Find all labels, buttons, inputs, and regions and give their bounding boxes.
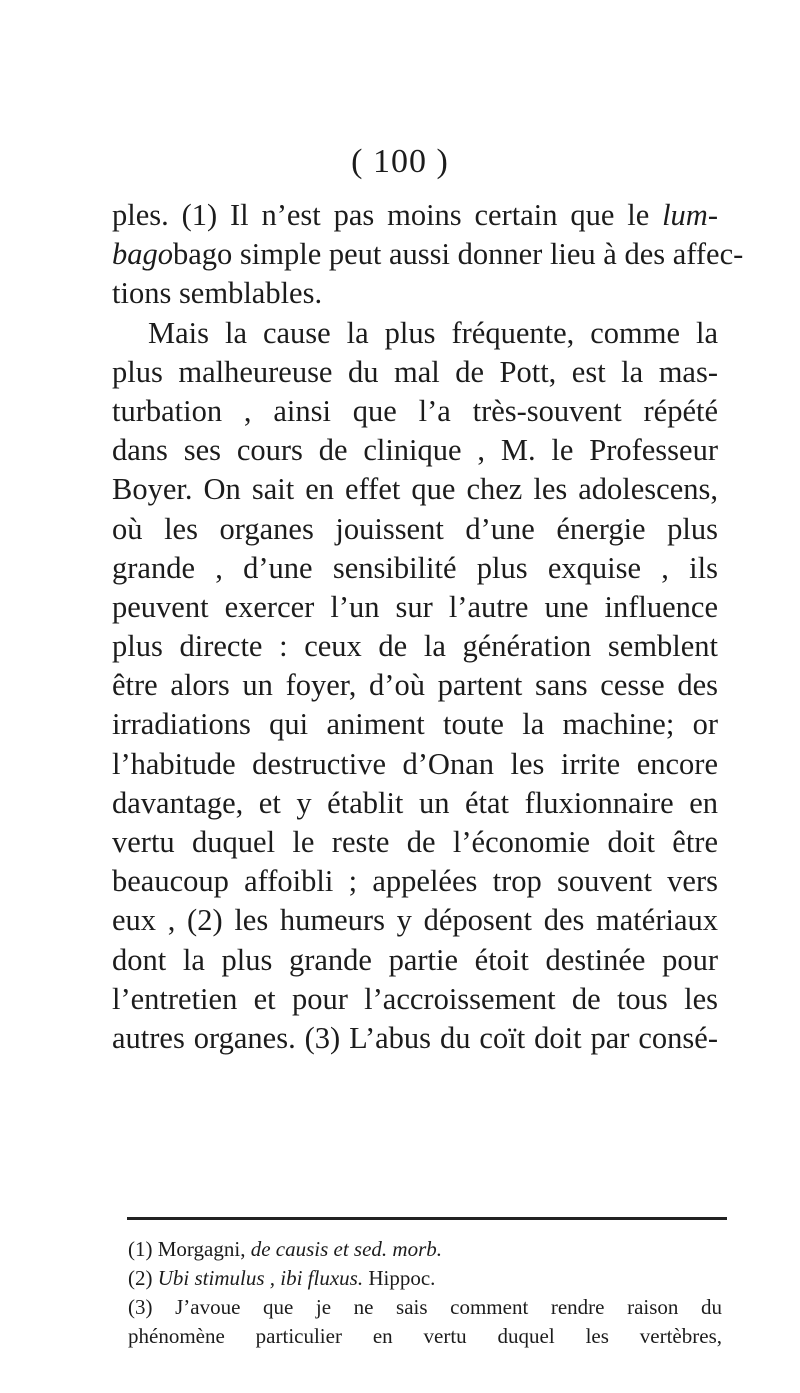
text-line-5: plus malheureuse du mal de Pott, est la mas- <box>112 354 718 389</box>
text-line-14: irradiations qui animent toute la machine; or <box>112 707 718 742</box>
text-line-11: peuvent exercer l’un sur l’autre une influence <box>112 589 718 624</box>
text-line-22: autres organes. (3) L’abus du coït doit par consé- <box>112 1020 718 1055</box>
page-number: ( 100 ) <box>351 143 449 180</box>
footnote-divider <box>127 1217 727 1220</box>
main-text <box>112 196 744 1058</box>
text-line-12: plus directe : ceux de la génération semblent <box>112 629 718 664</box>
text-line-16: davantage, et y établit un état fluxionnaire en <box>112 785 718 820</box>
footnote-2: (2) Ubi stimulus , ibi fluxus. Hippoc. <box>128 1266 436 1290</box>
text-line-3: tions semblables. <box>112 276 323 311</box>
footnote-1: (1) Morgagni, de causis et sed. morb. <box>128 1237 443 1261</box>
footnote-3-line-1: (3) J’avoue que je ne sais comment rendre raison du <box>128 1295 722 1319</box>
text-line-20: dont la plus grande partie étoit destinée pour <box>112 942 718 977</box>
italic-word-bago: bago <box>112 237 173 272</box>
footnote-3-line-2: phénomène particulier en vertu duquel les vertèbres, <box>128 1324 722 1348</box>
text-line-19: eux , (2) les humeurs y déposent des matériaux <box>112 903 718 938</box>
text-line-1: ples. (1) Il n’est pas moins certain que le lum- <box>112 198 718 232</box>
italic-word-lum: lum- <box>662 198 718 232</box>
text-line-2: bagobago simple peut aussi donner lieu à des affec- <box>112 237 744 272</box>
text-line-18: beaucoup affoibli ; appelées trop souvent vers <box>112 864 718 899</box>
text-line-13: être alors un foyer, d’où partent sans cesse des <box>112 668 718 703</box>
text-line-15: l’habitude destructive d’Onan les irrite encore <box>112 746 718 781</box>
text-line-7: dans ses cours de clinique , M. le Professeur <box>112 433 718 468</box>
text-line-17: vertu duquel le reste de l’économie doit être <box>112 825 718 859</box>
text-line-9: où les organes jouissent d’une énergie plus <box>112 511 718 546</box>
text-line-6: turbation , ainsi que l’a très-souvent répété <box>112 393 718 428</box>
text-line-10: grande , d’une sensibilité plus exquise , ils <box>112 550 718 585</box>
text-line-4: Mais la cause la plus fréquente, comme la <box>148 315 718 350</box>
text-line-21: l’entretien et pour l’accroissement de tous les <box>112 981 718 1016</box>
footnotes <box>128 1235 722 1351</box>
text-line-8: Boyer. On sait en effet que chez les adolescens, <box>112 472 718 507</box>
